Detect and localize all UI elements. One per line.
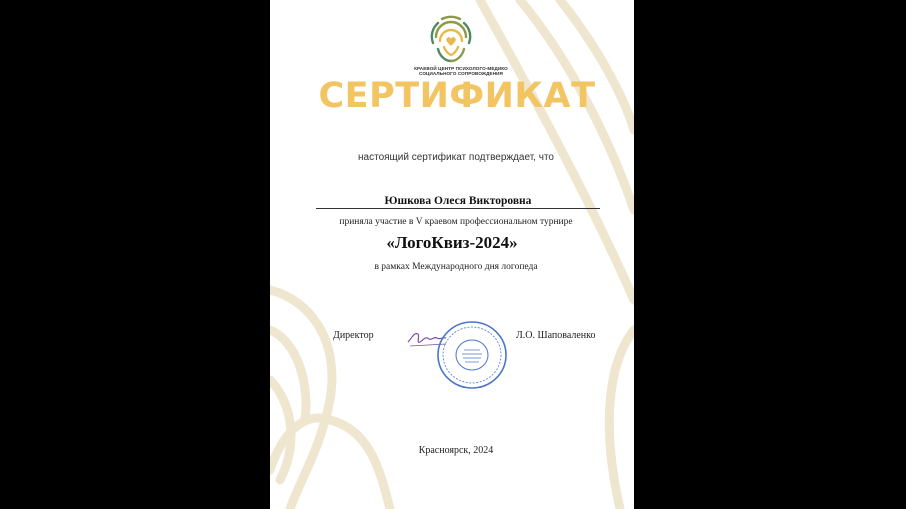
- participation-text: приняла участие в V краевом профессиональном турнире: [339, 217, 573, 227]
- official-stamp-icon: [436, 320, 508, 390]
- certificate-page: [270, 0, 634, 509]
- director-name: Л.О. Шаповаленко: [516, 330, 596, 341]
- confirmation-text: настоящий сертификат подтверждает, что: [358, 152, 554, 163]
- occasion-text: в рамках Международного дня логопеда: [374, 262, 538, 272]
- recipient-name: Юшкова Олеся Викторовна: [316, 195, 600, 209]
- organization-name-line2: СОЦИАЛЬНОГО СОПРОВОЖДЕНИЯ: [419, 71, 503, 76]
- event-name: «ЛогоКвиз-2024»: [386, 233, 518, 252]
- fingerprint-heart-logo-icon: [430, 11, 472, 63]
- certificate-title: СЕРТИФИКАТ: [318, 76, 596, 116]
- place-and-year: Красноярск, 2024: [418, 445, 494, 456]
- organization-name-line1: КРАЕВОЙ ЦЕНТР ПСИХОЛОГО-МЕДИКО: [414, 66, 508, 71]
- director-label: Директор: [333, 330, 374, 341]
